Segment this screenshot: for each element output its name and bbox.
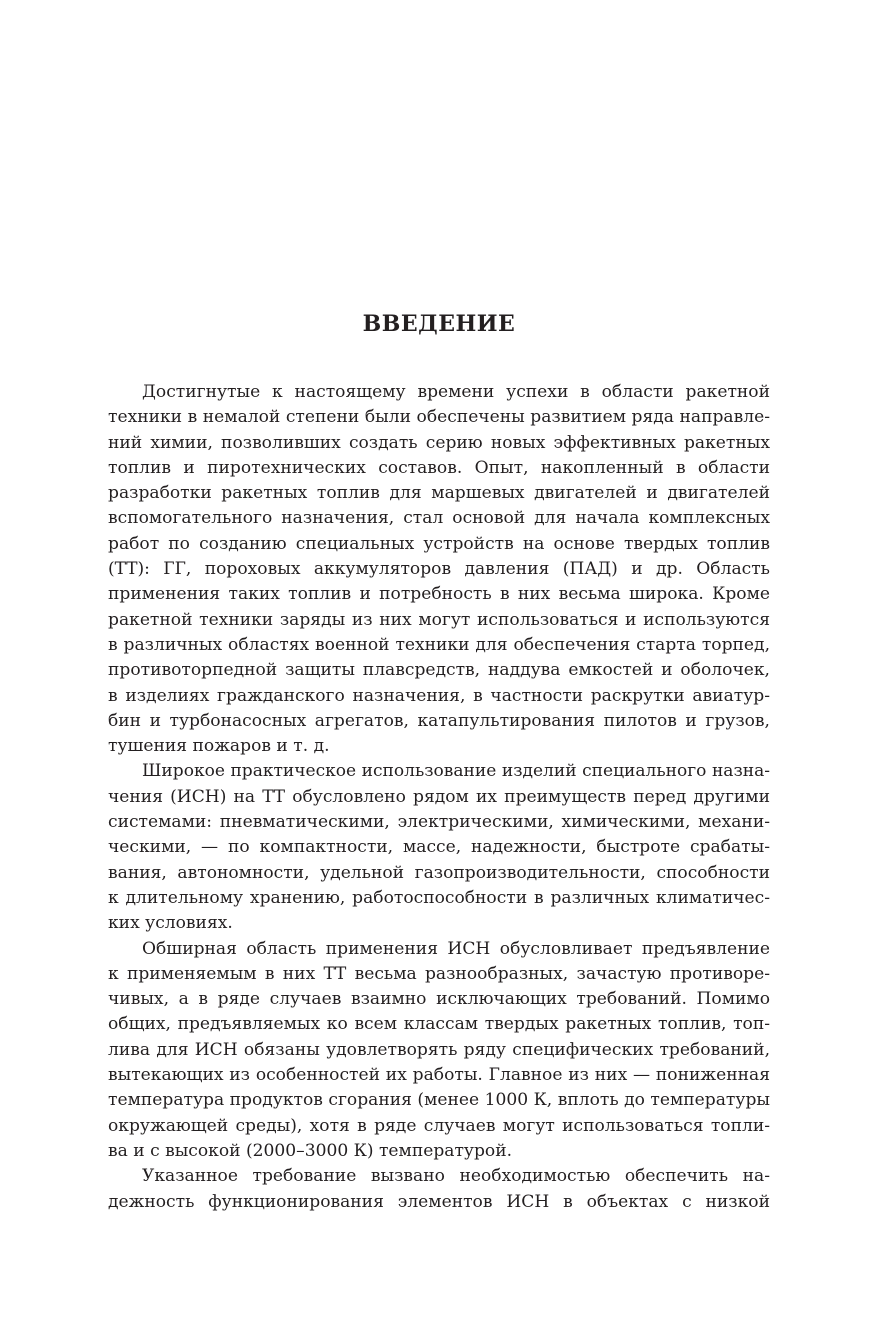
- text-line: бин и турбонасосных агрегатов, катапультирования пилотов и грузов,: [108, 710, 770, 731]
- text-line: окружающей среды), хотя в ряде случаев могут использоваться топли-: [108, 1115, 770, 1136]
- text-line: противоторпедной защиты плавсредств, наддува емкостей и оболочек,: [108, 660, 770, 681]
- text-line: ва и с высокой (2000–3000 К) температурой.: [108, 1140, 513, 1161]
- body-text: [108, 380, 770, 1215]
- text-line: Обширная область применения ИСН обусловливает предъявление: [142, 938, 770, 959]
- paragraph-2: [108, 759, 770, 936]
- text-line: топлив и пиротехнических составов. Опыт, накопленный в области: [108, 457, 770, 478]
- text-line: ний химии, позволивших создать серию новых эффективных ракетных: [108, 432, 770, 453]
- text-line: к длительному хранению, работоспособности в различных климатичес-: [108, 887, 770, 908]
- text-line: чения (ИСН) на ТТ обусловлено рядом их преимуществ перед другими: [108, 786, 770, 807]
- text-line: (ТТ): ГГ, пороховых аккумуляторов давления (ПАД) и др. Область: [108, 559, 770, 580]
- text-line: общих, предъявляемых ко всем классам твердых ракетных топлив, топ-: [108, 1014, 770, 1035]
- text-line: вытекающих из особенностей их работы. Главное из них — пониженная: [108, 1065, 770, 1086]
- text-line: тушения пожаров и т. д.: [108, 736, 330, 757]
- text-line: техники в немалой степени были обеспечены развитием ряда направле-: [108, 407, 770, 428]
- chapter-title: ВВЕДЕНИЕ: [362, 311, 516, 337]
- text-line: в различных областях военной техники для обеспечения старта торпед,: [108, 634, 770, 655]
- text-line: вания, автономности, удельной газопроизводительности, способности: [108, 862, 770, 883]
- text-line: лива для ИСН обязаны удовлетворять ряду специфических требований,: [108, 1039, 770, 1060]
- text-line: разработки ракетных топлив для маршевых двигателей и двигателей: [108, 483, 770, 504]
- text-line: в изделиях гражданского назначения, в частности раскрутки авиатур-: [108, 685, 770, 706]
- text-line: ракетной техники заряды из них могут использоваться и используются: [108, 609, 770, 630]
- text-line: работ по созданию специальных устройств на основе твердых топлив: [108, 533, 770, 554]
- text-line: применения таких топлив и потребность в них весьма широка. Кроме: [108, 584, 770, 605]
- text-line: ких условиях.: [108, 913, 233, 934]
- text-line: системами: пневматическими, электрическими, химическими, механи-: [108, 812, 770, 833]
- text-line: Указанное требование вызвано необходимостью обеспечить на-: [142, 1166, 770, 1187]
- paragraph-1: [108, 380, 770, 759]
- book-page: [108, 0, 770, 1330]
- text-line: вспомогательного назначения, стал основой для начала комплексных: [108, 508, 770, 529]
- text-line: Широкое практическое использование изделий специального назна-: [142, 761, 770, 782]
- text-line: дежность функционирования элементов ИСН в объектах с низкой: [108, 1191, 770, 1212]
- text-line: ческими, — по компактности, массе, надежности, быстроте срабаты-: [108, 837, 770, 858]
- text-line: Достигнутые к настоящему времени успехи в области ракетной: [142, 382, 770, 402]
- text-line: температура продуктов сгорания (менее 1000 К, вплоть до температуры: [108, 1090, 770, 1111]
- paragraph-4: [108, 1164, 770, 1215]
- paragraph-3: [108, 937, 770, 1165]
- text-line: к применяемым в них ТТ весьма разнообразных, зачастую противоре-: [108, 963, 770, 984]
- text-line: чивых, а в ряде случаев взаимно исключающих требований. Помимо: [108, 989, 770, 1010]
